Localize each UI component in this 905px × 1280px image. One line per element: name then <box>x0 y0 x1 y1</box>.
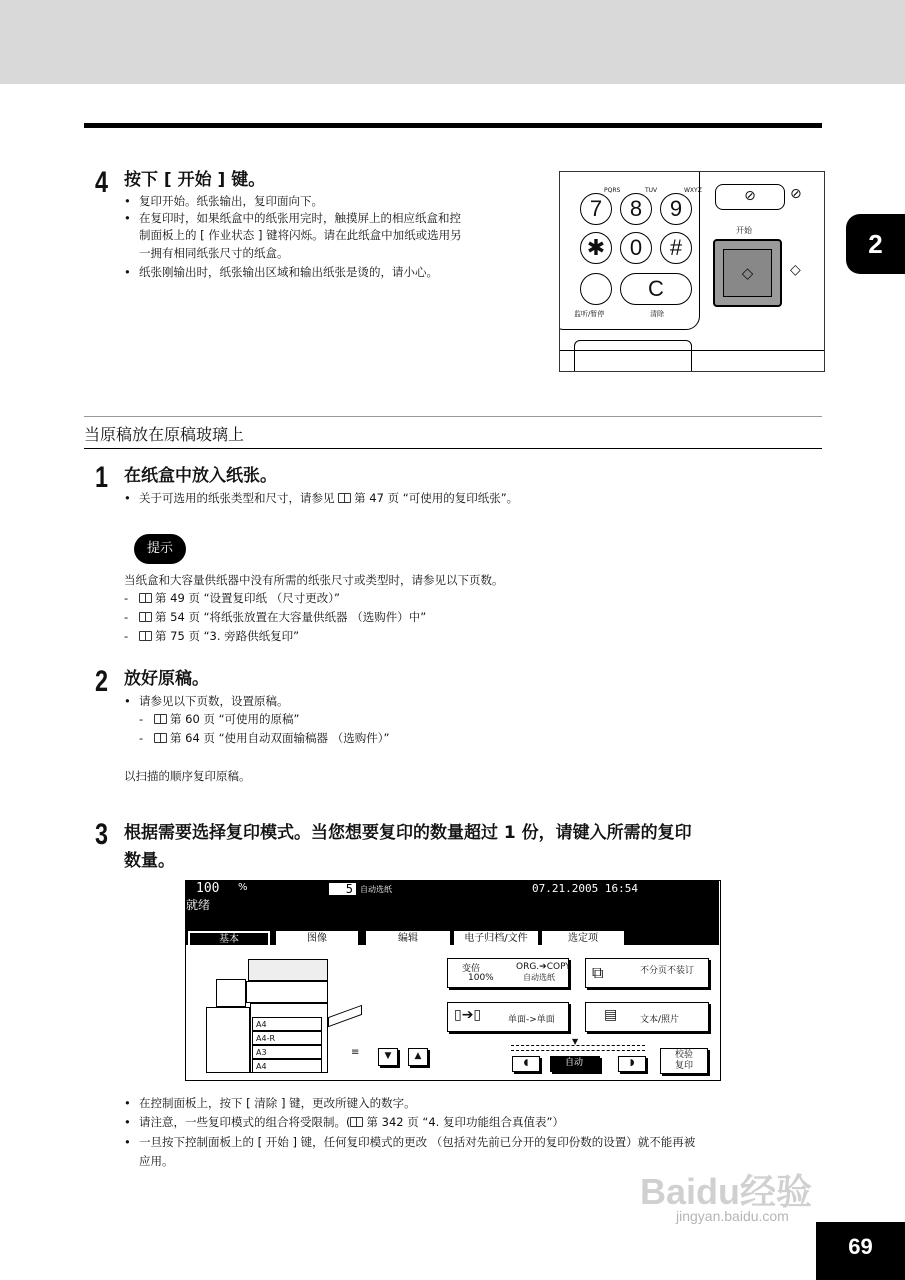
book-icon <box>350 1117 363 1127</box>
start-button[interactable] <box>713 239 782 307</box>
triangle-up-icon: ▲ <box>414 1051 422 1061</box>
step-3-bullet-2 <box>139 1113 564 1132</box>
step-2-item-2 <box>154 729 389 748</box>
sort-mode-button[interactable] <box>585 958 709 988</box>
control-panel-figure <box>559 171 825 372</box>
step-3-bullet-2-text: 请注意，一些复印模式的组合将受限制。( <box>139 1115 351 1129</box>
text-photo-icon: ▤ <box>604 1007 618 1023</box>
hint-link-3[interactable]: 第 75 页 “3. 旁路供纸复印” <box>155 629 300 643</box>
proof-copy-label-2: 复印 <box>674 1061 693 1071</box>
zoom-button-label: 变倍 <box>462 964 481 974</box>
book-icon <box>338 493 351 503</box>
step-1-bullet <box>139 489 518 508</box>
book-icon <box>154 733 167 743</box>
top-band <box>0 0 905 84</box>
key-0[interactable]: 0 <box>620 232 652 264</box>
lighter-button[interactable] <box>512 1056 540 1072</box>
clear-button[interactable]: C <box>620 273 692 305</box>
tab-basic[interactable]: 基本 <box>188 931 270 947</box>
duplex-label: 单面->单面 <box>508 1015 555 1025</box>
org-copy-label: ORG.➔COPY <box>516 962 571 972</box>
key-7[interactable]: 7 <box>580 193 612 225</box>
hint-item-2 <box>139 608 426 627</box>
triangle-down-icon: ▼ <box>384 1051 392 1061</box>
step-1-title: 在纸盒中放入纸张。 <box>124 466 277 486</box>
screen-status-bar <box>186 881 719 945</box>
step-4-bullet-1: • 复印开始。纸张输出，复印面向下。 <box>139 192 323 211</box>
copier-side <box>206 1007 250 1073</box>
clear-label: 清除 <box>650 310 664 318</box>
stop-icon: ⊘ <box>744 188 756 204</box>
key-hash[interactable]: # <box>660 232 692 264</box>
step-3-number: 3 <box>95 818 109 851</box>
step-2-link-2[interactable]: 第 64 页 “使用自动双面输稿器 （选购件）” <box>170 731 390 745</box>
watermark-url: jingyan.baidu.com <box>676 1208 789 1224</box>
darker-icon: ◗ <box>629 1058 635 1068</box>
step-3-link[interactable]: 第 342 页 “4. 复印功能组合真值表”） <box>366 1115 564 1129</box>
page-number: 69 <box>816 1222 905 1280</box>
monitor-pause-button[interactable] <box>580 273 612 305</box>
darker-button[interactable] <box>618 1056 646 1072</box>
proof-copy-button[interactable] <box>660 1048 708 1074</box>
paper-mode: 自动选纸 <box>360 885 392 894</box>
step-2-item-1 <box>154 710 300 729</box>
copier-top <box>246 981 328 1003</box>
original-mode-button[interactable] <box>585 1002 709 1032</box>
stop-button[interactable] <box>715 184 785 210</box>
hint-item-3 <box>139 627 299 646</box>
zoom-button-value: 100% <box>468 973 494 983</box>
step-1-page-ref[interactable]: 第 47 页 “可使用的复印纸张”。 <box>354 491 519 505</box>
step-4-bullet-2-cont: 制面板上的 [ 作业状态 ] 键将闪烁。请在此纸盒中加纸或选用另 <box>139 228 462 242</box>
step-3-title-line2: 数量。 <box>124 851 175 871</box>
start-icon: ◇ <box>723 249 772 297</box>
monitor-pause-label: 监听/暂停 <box>574 310 605 318</box>
step-1-number: 1 <box>95 461 109 494</box>
copy-count: 5 <box>329 883 356 895</box>
density-marker-icon: ▼ <box>572 1037 579 1046</box>
watermark-logo: Baidu经验 <box>640 1171 813 1212</box>
step-3-title-line1: 根据需要选择复印模式。当您想要复印的数量超过 1 份，请键入所需的复印 <box>124 823 692 843</box>
section-heading <box>84 416 822 449</box>
step-3-bullet-3-cont: 应用。 <box>139 1154 174 1168</box>
hint-link-2[interactable]: 第 54 页 “将纸张放置在大容量供纸器 （选购件）中” <box>155 610 427 624</box>
book-icon <box>139 631 152 641</box>
key-label-pqrs: PQRS <box>604 187 621 194</box>
step-4-number: 4 <box>95 166 109 199</box>
zoom-percent: % <box>238 882 248 893</box>
chapter-tab: 2 <box>846 214 905 274</box>
original-mode-label: 文本/照片 <box>640 1015 680 1025</box>
key-9[interactable]: 9 <box>660 193 692 225</box>
book-icon <box>139 612 152 622</box>
step-3-bullet-1: • 在控制面板上，按下 [ 清除 ] 键，更改所键入的数字。 <box>139 1094 416 1113</box>
copier-scanner <box>248 959 328 981</box>
tray-3[interactable]: A3 <box>252 1045 322 1059</box>
tab-efiling[interactable]: 电子归档/文件 <box>454 931 538 947</box>
proof-copy-label-1: 校验 <box>674 1050 693 1060</box>
step-2-title: 放好原稿。 <box>124 669 209 689</box>
sort-mode-label: 不分页不装订 <box>640 966 695 976</box>
zoom-value: 100 <box>196 881 220 896</box>
book-icon <box>139 593 152 603</box>
zoom-button[interactable] <box>447 958 569 988</box>
tab-image[interactable]: 图像 <box>276 931 358 947</box>
datetime: 07.21.2005 16:54 <box>532 882 638 895</box>
hint-intro: 当纸盒和大容量供纸器中没有所需的纸张尺寸或类型时，请参见以下页数。 <box>124 573 504 587</box>
tray-2[interactable]: A4-R <box>252 1031 322 1045</box>
start-label: 开始 <box>736 226 752 235</box>
key-asterisk[interactable]: ✱ <box>580 232 612 264</box>
tray-4[interactable]: A4 <box>252 1059 322 1073</box>
tray-down-button[interactable] <box>378 1048 398 1066</box>
status-text: 就绪 <box>186 898 211 912</box>
step-4-bullet-2: • 在复印时，如果纸盒中的纸张用完时，触摸屏上的相应纸盒和控 <box>139 209 461 228</box>
touch-screen-figure <box>185 880 721 1081</box>
duplex-button[interactable] <box>447 1002 569 1032</box>
step-4-title: 按下 [ 开始 ] 键。 <box>124 170 266 190</box>
step-2-number: 2 <box>95 665 109 698</box>
hint-item-1 <box>139 589 340 608</box>
step-4-bullet-2-cont2: 一拥有相同纸张尺寸的纸盒。 <box>139 246 289 260</box>
step-2-bullet: • 请参见以下页数，设置原稿。 <box>139 692 289 711</box>
step-2-note: 以扫描的顺序复印原稿。 <box>124 769 251 783</box>
key-label-wxyz: WXYZ <box>684 187 702 194</box>
lighter-icon: ◖ <box>523 1058 529 1068</box>
start-indicator-icon: ◇ <box>790 262 801 278</box>
duplex-icon: ▯➔▯ <box>454 1007 482 1023</box>
tray-list <box>252 1017 322 1073</box>
tab-edit[interactable]: 编辑 <box>366 931 450 947</box>
tab-templates[interactable]: 选定项 <box>542 931 624 947</box>
step-4-bullet-3: • 纸张刚输出时，纸张输出区域和输出纸张是烫的，请小心。 <box>139 263 438 282</box>
step-1-bullet-text: 关于可选用的纸张类型和尺寸，请参见 <box>139 491 335 505</box>
panel-edge <box>559 350 825 372</box>
auto-density-button[interactable]: 自动 <box>550 1056 600 1072</box>
finisher-icon <box>216 979 246 1007</box>
section-title: 当原稿放在原稿玻璃上 <box>84 425 245 444</box>
bypass-tray[interactable] <box>328 1005 362 1027</box>
step-3-bullet-3: • 一旦按下控制面板上的 [ 开始 ] 键，任何复印模式的更改 （包括对先前已分开的复印份数的设置）就不能再被 <box>139 1133 695 1152</box>
hint-link-1[interactable]: 第 49 页 “设置复印纸 （尺寸更改）” <box>155 591 340 605</box>
list-icon: ≡ <box>351 1047 360 1058</box>
book-icon <box>154 714 167 724</box>
step-2-link-1[interactable]: 第 60 页 “可使用的原稿” <box>170 712 300 726</box>
top-rule <box>84 123 822 128</box>
key-8[interactable]: 8 <box>620 193 652 225</box>
key-label-tuv: TUV <box>645 187 658 194</box>
auto-paper-label: 自动选纸 <box>523 973 555 982</box>
stop-indicator-icon: ⊘ <box>790 186 802 202</box>
nonsort-icon: ⧉ <box>592 963 604 982</box>
hint-badge: 提示 <box>134 534 186 564</box>
tray-1[interactable]: A4 <box>252 1017 322 1031</box>
tray-up-button[interactable] <box>408 1048 428 1066</box>
